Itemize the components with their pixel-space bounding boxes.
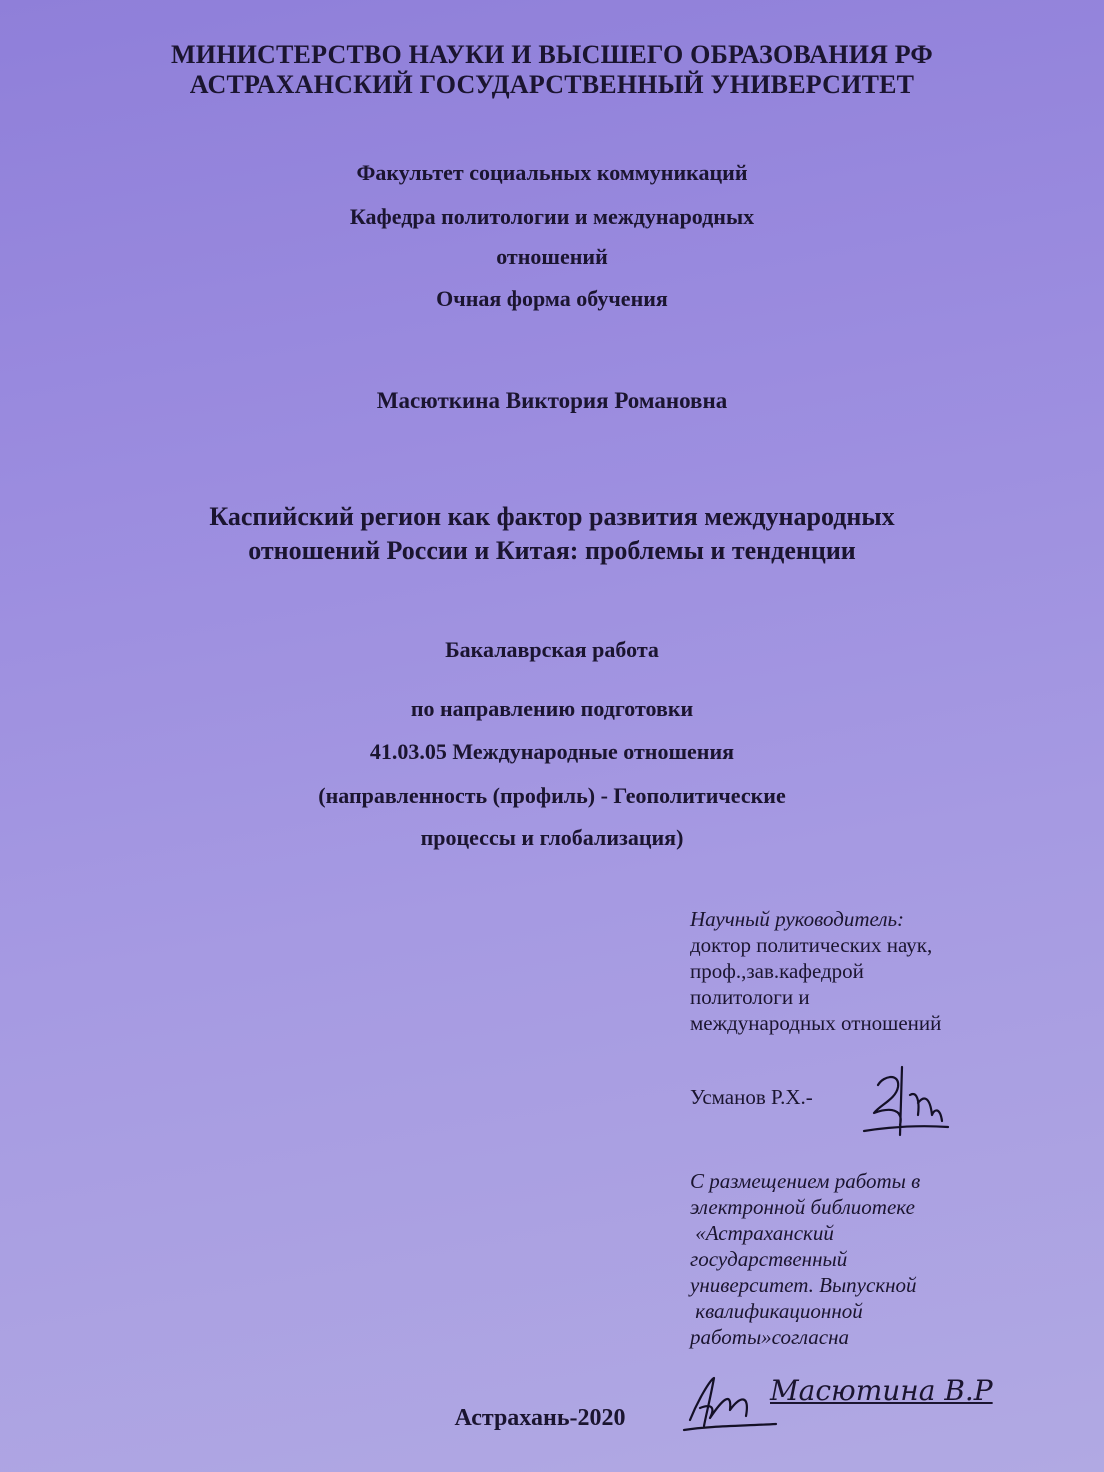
supervisor-name: Усманов Р.Х.- — [690, 1085, 813, 1109]
consent-line-4: государственный — [690, 1247, 848, 1271]
header — [0, 40, 1104, 100]
consent-line-7: работы»согласна — [690, 1325, 850, 1349]
consent-line-3: «Астраханский — [690, 1221, 834, 1245]
work-profile-line-1: (направленность (профиль) - Геополитические — [318, 783, 786, 808]
work-type: Бакалаврская работа — [445, 637, 659, 662]
work-code: 41.03.05 Международные отношения — [369, 739, 735, 764]
thesis-title-line-2: отношений России и Китая: проблемы и тенденции — [248, 536, 856, 565]
supervisor-department-2: международных отношений — [690, 1011, 942, 1035]
supervisor-degree: доктор политических наук, — [690, 933, 933, 957]
supervisor-block — [690, 906, 1050, 1036]
consent-line-1: С размещением работы в — [690, 1169, 921, 1193]
consent-block — [690, 1168, 1050, 1350]
author-signature-text: Масютина В.Р — [770, 1374, 993, 1407]
consent-line-6: квалификационной — [690, 1299, 863, 1323]
supervisor-signature — [860, 1055, 950, 1145]
department-line-2: отношений — [496, 244, 608, 269]
study-form: Очная форма обучения — [436, 286, 668, 311]
work-profile-line-2: процессы и глобализация) — [420, 825, 684, 850]
faculty-name: Факультет социальных коммуникаций — [356, 160, 748, 185]
work-direction: по направлению подготовки — [410, 696, 694, 721]
author-name: Масюткина Виктория Романовна — [376, 388, 728, 413]
thesis-title — [0, 500, 1104, 568]
city-year: Астрахань-2020 — [454, 1405, 626, 1431]
supervisor-position: проф.,зав.кафедрой — [690, 959, 864, 983]
consent-line-5: университет. Выпускной — [690, 1273, 917, 1297]
department-line-1: Кафедра политологии и международных — [349, 204, 755, 229]
consent-line-2: электронной библиотеке — [690, 1195, 915, 1219]
ministry-name: МИНИСТЕРСТВО НАУКИ И ВЫСШЕГО ОБРАЗОВАНИЯ РФ — [171, 40, 933, 69]
thesis-title-line-1: Каспийский регион как фактор развития международных — [209, 502, 895, 531]
supervisor-department-1: политологи и — [690, 985, 810, 1009]
university-name: АСТРАХАНСКИЙ ГОСУДАРСТВЕННЫЙ УНИВЕРСИТЕТ — [189, 70, 915, 99]
supervisor-label: Научный руководитель: — [690, 907, 905, 931]
